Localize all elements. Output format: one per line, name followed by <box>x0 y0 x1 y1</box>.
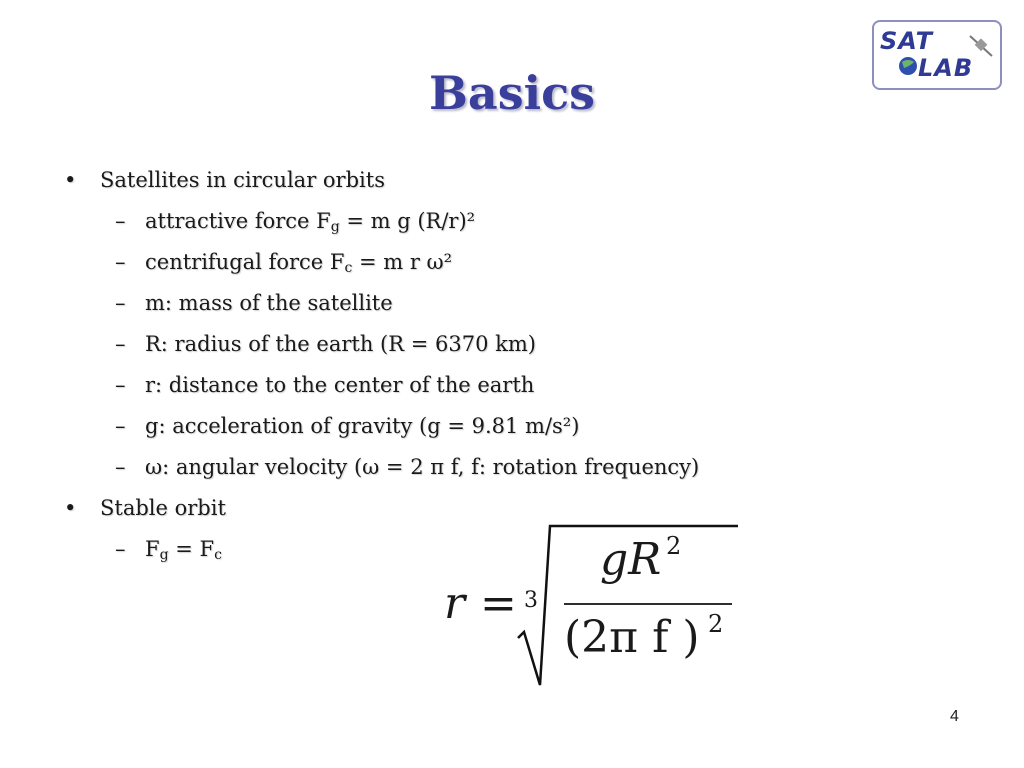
formula-lhs: r <box>444 578 466 629</box>
sub-bullet-item <box>60 365 960 406</box>
formula-denominator: (2π f ) <box>564 612 700 663</box>
subscript: g <box>159 547 169 563</box>
subscript: c <box>344 260 353 276</box>
sub-bullet-text: r: distance to the center of the earth <box>145 373 535 397</box>
root-index: 3 <box>524 588 538 613</box>
subscript: c <box>214 547 222 563</box>
sub-bullet-text: = m r ω² <box>352 250 453 274</box>
dash-marker: – <box>115 373 126 397</box>
dash-marker: – <box>115 250 126 274</box>
sub-bullet-text: m: mass of the satellite <box>145 291 393 315</box>
dash-marker: – <box>115 291 126 315</box>
bullet-list <box>60 160 960 570</box>
sub-bullet-text: = F <box>168 537 215 561</box>
sub-bullet-item <box>60 242 960 283</box>
logo-text-lab: LAB <box>918 54 974 82</box>
numerator-exponent: 2 <box>666 532 682 560</box>
bullet-text: Stable orbit <box>100 496 226 520</box>
sub-bullet-text: centrifugal force F <box>145 250 345 274</box>
bullet-text: Satellites in circular orbits <box>100 168 385 192</box>
sub-bullet-item <box>60 324 960 365</box>
sub-bullet-text: g: acceleration of gravity (g = 9.81 m/s²) <box>145 414 580 438</box>
orbit-radius-formula <box>440 520 760 690</box>
formula-equals: = <box>480 578 517 629</box>
sub-bullet-text: = m g (R/r)² <box>339 209 476 233</box>
sub-bullet-text: attractive force F <box>145 209 331 233</box>
denominator-exponent: 2 <box>708 610 724 638</box>
dash-marker: – <box>115 455 126 479</box>
page-number: 4 <box>950 708 959 725</box>
sub-bullet-text: ω: angular velocity (ω = 2 π f, f: rotation frequency) <box>145 455 700 479</box>
subscript: g <box>330 219 340 235</box>
slide-title: Basics <box>429 66 595 120</box>
sub-bullet-item <box>60 283 960 324</box>
sub-bullet-text: F <box>145 537 160 561</box>
dash-marker: – <box>115 209 126 233</box>
dash-marker: – <box>115 332 126 356</box>
sub-bullet-text: R: radius of the earth (R = 6370 km) <box>145 332 536 356</box>
sub-bullet-item <box>60 447 960 488</box>
sub-bullet-item <box>60 406 960 447</box>
sub-bullet-item <box>60 201 960 242</box>
bullet-marker: • <box>64 168 77 192</box>
formula-numerator: gR <box>600 534 662 585</box>
bullet-item <box>60 160 960 201</box>
dash-marker: – <box>115 414 126 438</box>
logo-text-sat: SAT <box>880 27 933 55</box>
bullet-marker: • <box>64 496 77 520</box>
dash-marker: – <box>115 537 126 561</box>
